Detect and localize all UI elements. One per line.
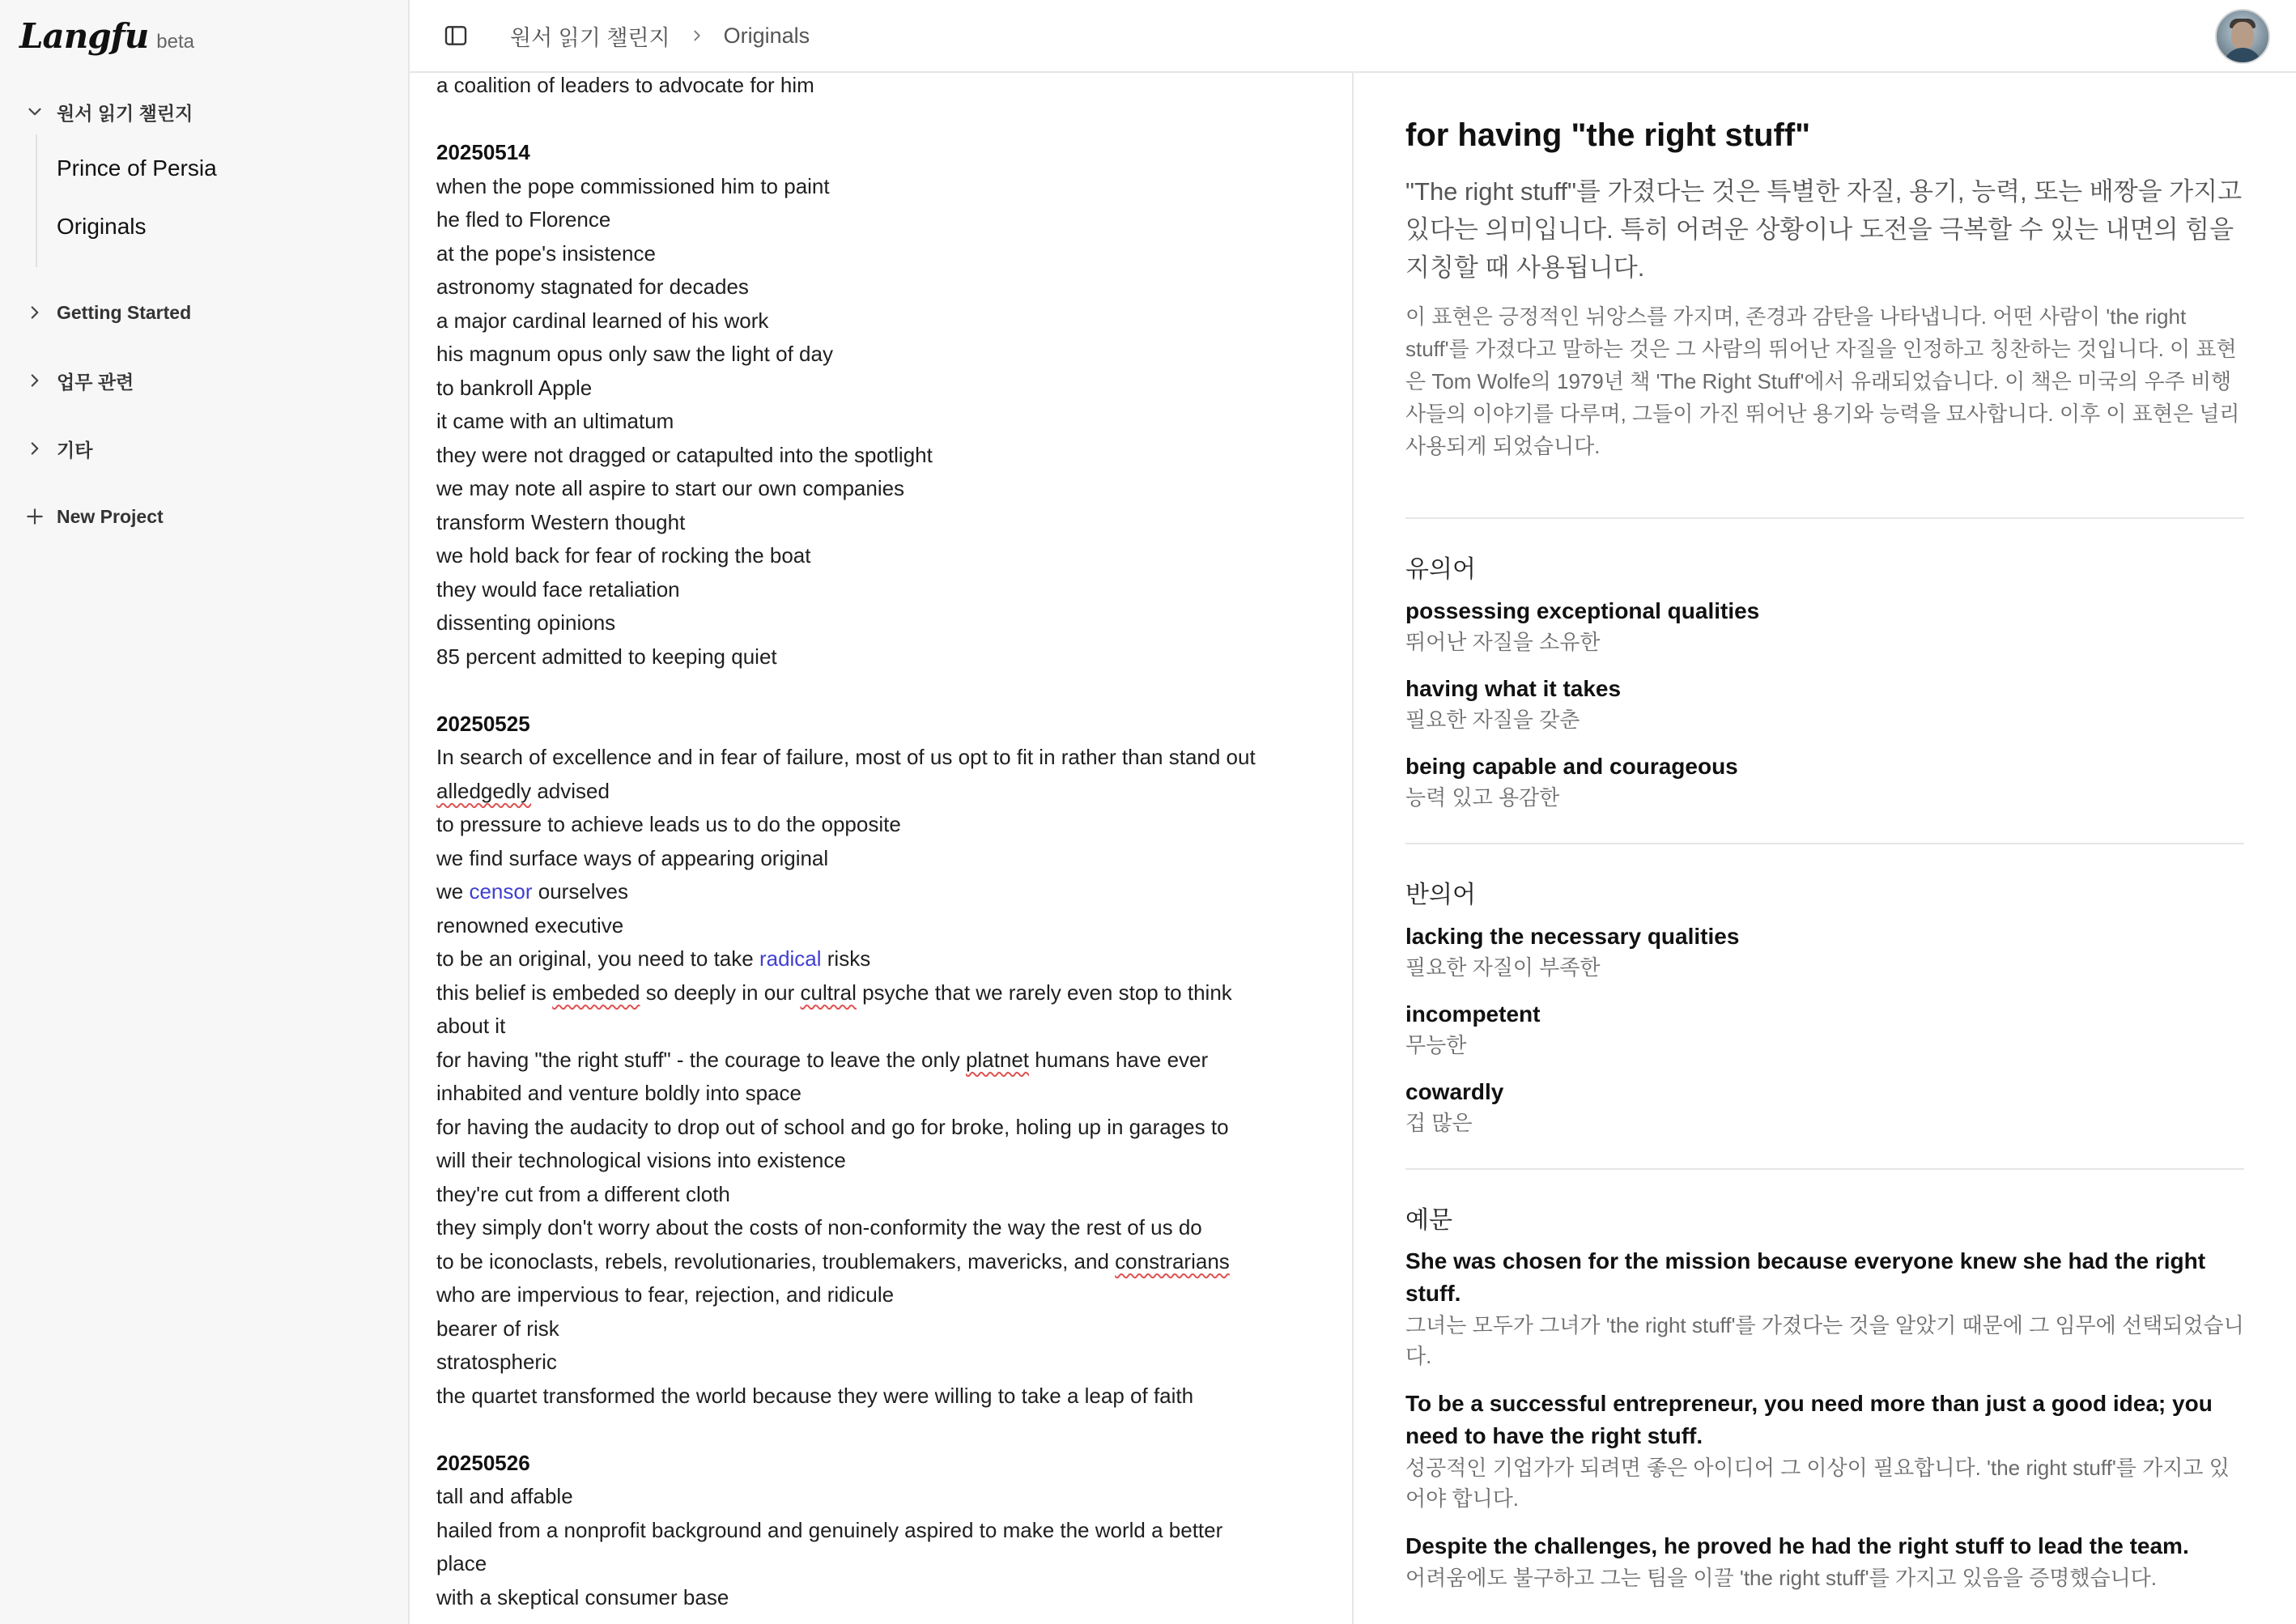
synonym-en: having what it takes [1405,676,1622,701]
example-ko: 성공적인 기업가가 되려면 좋은 아이디어 그 이상이 필요합니다. 'the right stuff'를 가지고 있어야 합니다. [1405,1456,2230,1511]
text-line[interactable]: we may note all aspire to start our own companies [436,476,905,500]
example-en: She was chosen for the mission because everyone knew she had the right stuff. [1405,1248,2206,1306]
tree-group-work[interactable] [0,358,408,403]
text-line[interactable]: his magnum opus only saw the light of day [436,342,833,366]
text-line[interactable]: 85 percent admitted to keeping quiet [436,644,777,669]
example-ko: 어려움에도 불구하고 그는 팀을 이끌 'the right stuff'를 가지고 있음을 증명했습니다. [1405,1566,2158,1590]
antonym-item [1405,1077,2244,1138]
chevron-right-icon [24,302,45,323]
highlighted-line[interactable]: place [436,1551,487,1575]
phrase-explanation: 이 표현은 긍정적인 뉘앙스를 가지며, 존경과 감탄을 나타냅니다. 어떤 사람이 'the right stuff'를 가졌다고 말하는 것은 그 사람의 뛰어난 자질을 인정하고 칭찬하는 것입니다. 이 표현은 Tom Wolfe의 1979년 책 'The Right Stuff'에서 유래되었습니다. 이 책은 미국의 우주 비행사들의 이야기를 다루며, 그들이 가진 뛰어난 용기와 능력을 묘사합니다. 이후 이 표현은 널리 사용되게 되었습니다. [1405,304,2240,458]
highlighted-line[interactable]: In search of excellence and in fear of failure, most of us opt to fit in rather than stand out [436,745,1256,769]
synonym-en: being capable and courageous [1405,754,1738,779]
highlighted-line[interactable]: to pressure to achieve leads us to do the opposite [436,812,901,836]
text-line[interactable]: they were not dragged or catapulted into the spotlight [436,442,933,467]
highlighted-line[interactable]: inhabited and venture boldly into space [436,1081,801,1105]
tree-group-label: Getting Started [57,301,192,323]
synonym-ko: 뛰어난 자질을 소유한 [1405,630,1601,654]
highlighted-line[interactable]: with a skeptical consumer base [436,1584,729,1609]
text-line[interactable]: dissenting opinions [436,610,616,635]
document-text[interactable] [436,73,1335,1614]
highlighted-line[interactable]: tall and affable [436,1484,573,1508]
highlighted-line[interactable]: about it [436,1014,506,1038]
divider [1405,843,2244,844]
breadcrumb-current[interactable]: Originals [723,23,810,48]
synonym-item [1405,596,2244,657]
text-line[interactable]: when the pope commissioned him to paint [436,173,830,198]
tree-group-label: 원서 읽기 챌린지 [57,102,193,124]
highlighted-line[interactable]: stratospheric [436,1350,557,1374]
top-bar [410,0,2296,73]
phrase-title: for having "the right stuff" [1405,117,1811,153]
chevron-right-icon [24,438,45,459]
text-line[interactable]: transform Western thought [436,509,686,534]
text-line[interactable]: at the pope's insistence [436,240,656,266]
user-avatar[interactable] [2215,9,2270,64]
text-line[interactable]: it came with an ultimatum [436,409,674,433]
tree-item-originals[interactable]: Originals [57,214,147,239]
text-line[interactable]: astronomy stagnated for decades [436,274,749,299]
highlighted-line[interactable]: will their technological visions into existence [436,1148,846,1172]
synonym-item [1405,751,2244,813]
tree-group-label: 기타 [57,439,93,461]
breadcrumb-project[interactable]: 원서 읽기 챌린지 [510,25,670,50]
synonym-ko: 필요한 자질을 갖춘 [1405,708,1580,732]
highlighted-line[interactable]: we find surface ways of appearing original [436,845,829,870]
highlighted-line[interactable]: to be iconoclasts, rebels, revolutionaries, troublemakers, mavericks, and constrarians [436,1248,1230,1273]
highlighted-line[interactable]: the quartet transformed the world because they were willing to take a leap of faith [436,1383,1194,1408]
chevron-down-icon [24,101,45,122]
tree-item-prince-of-persia[interactable]: Prince of Persia [57,155,217,181]
tree-group-label: 업무 관련 [57,371,134,393]
text-line[interactable]: to bankroll Apple [436,375,593,400]
tree-group-reading-challenge[interactable] [0,89,408,134]
highlighted-line[interactable]: they're cut from a different cloth [436,1181,730,1206]
example-item [1405,1530,2244,1593]
example-ko: 그녀는 모두가 그녀가 'the right stuff'를 가졌다는 것을 알았기 때문에 그 임무에 선택되었습니다. [1405,1313,2244,1368]
new-project-label: New Project [57,505,164,527]
antonym-ko: 무능한 [1405,1033,1467,1057]
tree-group-other[interactable] [0,426,408,471]
text-line[interactable]: they would face retaliation [436,576,680,602]
date-heading: 20250526 [436,1450,530,1475]
project-tree [0,89,408,539]
logo-text: Langfu [19,16,149,56]
synonym-item [1405,674,2244,735]
antonym-item [1405,921,2244,983]
definition-panel [1405,73,2244,1624]
divider [1405,517,2244,519]
chevron-right-icon [688,27,706,45]
sidebar [0,0,410,1624]
antonym-ko: 필요한 자질이 부족한 [1405,955,1601,980]
phrase-definition: "The right stuff"를 가졌다는 것은 특별한 자질, 용기, 능력, 또는 배짱을 가지고 있다는 의미입니다. 특히 어려운 상황이나 도전을 극복할 수 있는 내면의 힘을 지칭할 때 사용됩니다. [1405,177,2243,282]
selected-phrase-line[interactable]: for having "the right stuff" - the courage to leave the only platnet humans have ever [436,1047,1209,1072]
highlighted-line[interactable]: hailed from a nonprofit background and genuinely aspired to make the world a better [436,1517,1223,1542]
highlighted-line[interactable]: who are impervious to fear, rejection, and ridicule [436,1282,895,1307]
chevron-right-icon [24,370,45,391]
highlighted-line[interactable]: they simply don't worry about the costs of non-conformity the way the rest of us do [436,1215,1202,1239]
synonym-ko: 능력 있고 용감한 [1405,785,1560,810]
antonym-en: cowardly [1405,1079,1504,1104]
example-en: Despite the challenges, he proved he had the right stuff to lead the team. [1405,1533,2189,1558]
tree-children [36,134,408,267]
highlighted-line[interactable]: for having the audacity to drop out of school and go for broke, holing up in garages to [436,1114,1229,1139]
text-line[interactable]: a major cardinal learned of his work [436,308,769,333]
new-project-button[interactable] [0,494,408,539]
highlighted-line[interactable]: renowned executive [436,912,624,937]
app-logo[interactable] [19,16,194,65]
sidebar-toggle-button[interactable] [436,15,476,56]
date-heading: 20250525 [436,711,530,736]
highlighted-line[interactable]: bearer of risk [436,1316,559,1341]
text-line[interactable]: he fled to Florence [436,207,611,232]
sidebar-toggle-icon [443,23,469,49]
antonyms-heading: 반의어 [1405,882,1476,908]
antonym-en: lacking the necessary qualities [1405,924,1740,949]
example-item [1405,1245,2244,1371]
plus-icon [24,506,45,527]
example-item [1405,1388,2244,1514]
mixed-line[interactable]: to be an original, you need to take radical risks [436,946,871,971]
antonym-ko: 겁 많은 [1405,1111,1473,1135]
text-line[interactable]: we hold back for fear of rocking the boat [436,543,811,568]
synonym-en: possessing exceptional qualities [1405,598,1760,623]
date-heading: 20250514 [436,140,530,164]
examples-heading: 예문 [1405,1207,1452,1234]
mixed-line[interactable]: we censor ourselves [436,879,629,903]
example-en: To be a successful entrepreneur, you need more than just a good idea; you need to have the right stuff. [1405,1391,2213,1448]
highlighted-line[interactable]: alledgedly advised [436,778,610,803]
divider [1405,1168,2244,1170]
document-pane[interactable] [410,73,1354,1624]
beta-badge: beta [156,31,194,53]
tree-group-getting-started[interactable] [0,290,408,335]
text-line[interactable]: a coalition of leaders to advocate for him [436,73,814,97]
antonym-item [1405,999,2244,1061]
highlighted-line[interactable]: this belief is embeded so deeply in our cultral psyche that we rarely even stop to think [436,980,1232,1005]
antonym-en: incompetent [1405,1001,1541,1027]
synonyms-heading: 유의어 [1405,556,1476,583]
